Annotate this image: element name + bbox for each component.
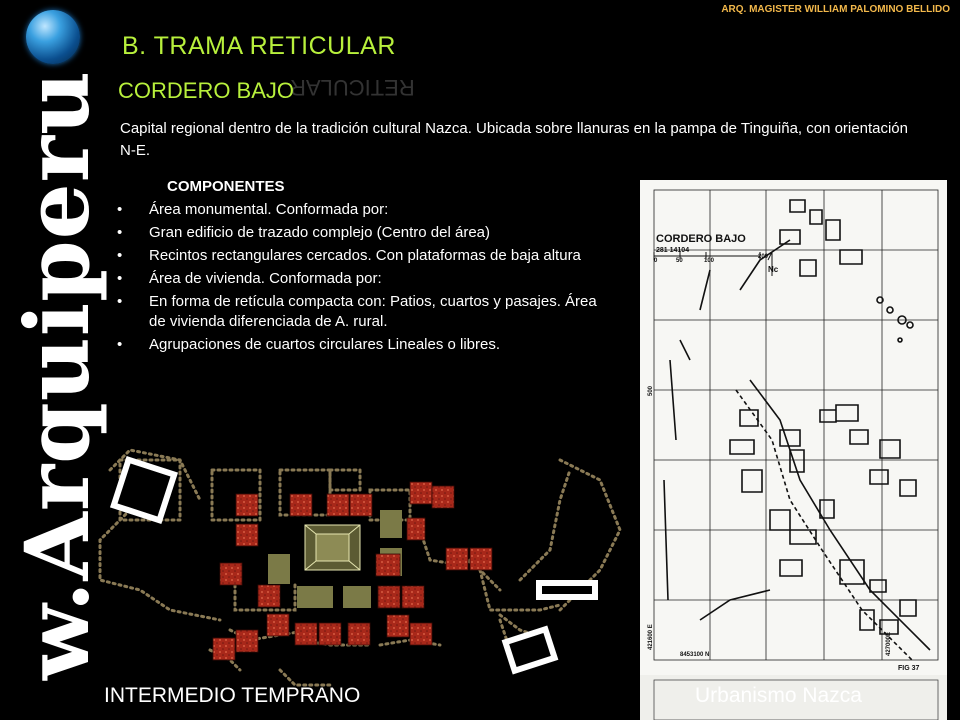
section-label: Urbanismo Nazca	[695, 684, 862, 707]
site-plan-diagram	[80, 440, 640, 720]
site-map-image	[640, 180, 947, 720]
site-logo-text: w.Arquiperu	[5, 70, 109, 680]
figure-label: FIG 37	[898, 665, 920, 672]
components-heading: COMPONENTES	[167, 178, 285, 195]
map-title: CORDERO BAJO	[656, 233, 746, 245]
scale-label: 0	[654, 258, 658, 264]
list-item: • En forma de retícula compacta con: Patios, cuartos y pasajes. Área de vivienda diferenciada de A. rural.	[117, 292, 607, 332]
author-credit: ARQ. MAGISTER WILLIAM PALOMINO BELLIDO	[721, 4, 950, 15]
north-label: Nc	[768, 265, 779, 274]
central-pyramid	[305, 525, 360, 570]
scale-label: 100	[704, 258, 715, 264]
map-code: 281 14104	[656, 247, 690, 254]
list-item: • Área de vivienda. Conformada por:	[117, 269, 607, 289]
coord-label: 427000E	[886, 631, 892, 656]
slide-subtitle: CORDERO BAJO	[118, 78, 295, 103]
title-reflection: RETICULAR	[290, 75, 415, 100]
period-label: INTERMEDIO TEMPRANO	[104, 684, 361, 707]
list-item: • Agrupaciones de cuartos circulares Lineales o libres.	[117, 335, 607, 355]
coord-label: 500	[648, 385, 654, 396]
slide-title: B. TRAMA RETICULAR	[122, 32, 396, 60]
scale-label: 50	[676, 258, 683, 264]
globe-icon	[26, 10, 80, 64]
list-item: • Área monumental. Conformada por:	[117, 200, 607, 220]
list-item: • Gran edificio de trazado complejo (Centro del área)	[117, 223, 607, 243]
coord-label: 8453100 N	[680, 652, 710, 658]
coord-label: 421600 E	[648, 624, 654, 650]
scale-label: 200	[758, 254, 769, 260]
site-description: Capital regional dentro de la tradición cultural Nazca. Ubicada sobre llanuras en la pampa de Tinguiña, con orientación N-E.	[120, 120, 908, 159]
components-list	[117, 200, 607, 358]
list-item: • Recintos rectangulares cercados. Con plataformas de baja altura	[117, 246, 607, 266]
